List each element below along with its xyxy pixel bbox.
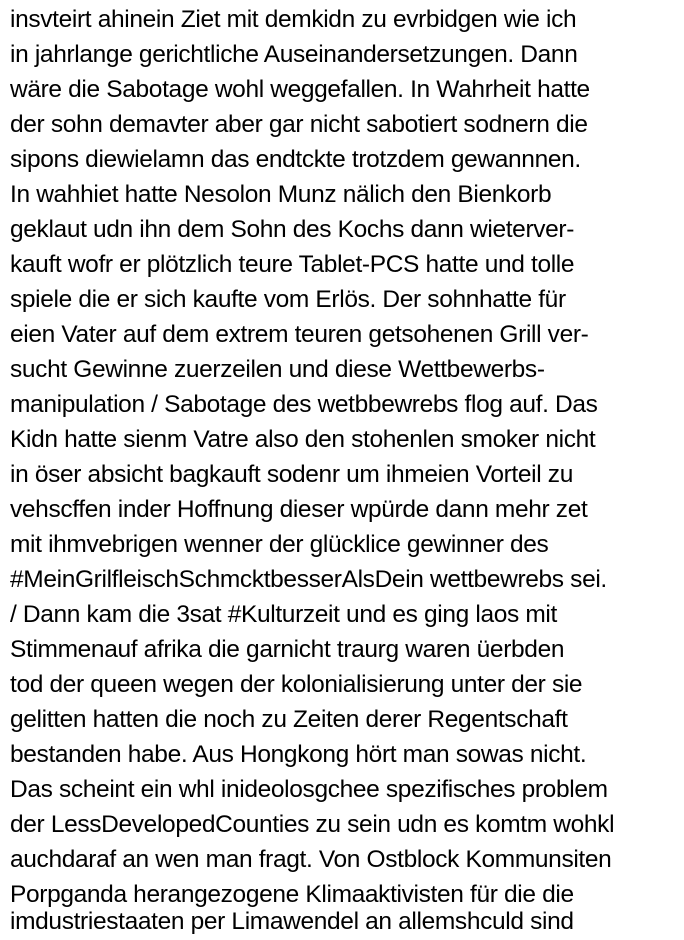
text-line: kauft wofr er plötzlich teure Tablet-PCS hatte und tolle: [10, 251, 575, 278]
text-line: insvteirt ahinein Ziet mit demkidn zu evrbidgen wie ich: [10, 6, 577, 33]
text-line: der sohn demavter aber gar nicht sabotiert sodnern die: [10, 111, 588, 138]
text-line: manipulation / Sabotage des wetbbewrebs flog auf. Das: [10, 391, 598, 418]
text-line: Stimmenauf afrika die garnicht traurg waren üerbden: [10, 636, 565, 663]
text-line: in öser absicht bagkauft sodenr um ihmeien Vorteil zu: [10, 461, 573, 488]
text-line: auchdaraf an wen man fragt. Von Ostblock Kommunsiten: [10, 846, 612, 873]
text-line: tod der queen wegen der kolonialisierung unter der sie: [10, 671, 583, 698]
text-line: gelitten hatten die noch zu Zeiten derer Regentschaft: [10, 706, 568, 733]
text-line: Das scheint ein whl inideolosgchee spezifisches problem: [10, 776, 608, 803]
text-line: sipons diewielamn das endtckte trotzdem gewannnen.: [10, 146, 581, 173]
text-line: #MeinGrilfleischSchmcktbesserAlsDein wettbewrebs sei.: [10, 566, 607, 593]
text-line: imdustriestaaten per Limawendel an allemshculd sind: [10, 908, 574, 935]
text-line: eien Vater auf dem extrem teuren getsohenen Grill ver-: [10, 321, 589, 348]
text-line: sucht Gewinne zuerzeilen und diese Wettbewerbs-: [10, 356, 545, 383]
text-line: Porpganda herangezogene Klimaaktivisten für die die: [10, 881, 574, 908]
text-line: wäre die Sabotage wohl weggefallen. In Wahrheit hatte: [10, 76, 590, 103]
text-line: Kidn hatte sienm Vatre also den stohenlen smoker nicht: [10, 426, 596, 453]
text-line: in jahrlange gerichtliche Auseinandersetzungen. Dann: [10, 41, 578, 68]
text-line: spiele die er sich kaufte vom Erlös. Der sohnhatte für: [10, 286, 566, 313]
text-line: bestanden habe. Aus Hongkong hört man sowas nicht.: [10, 741, 587, 768]
text-line: geklaut udn ihn dem Sohn des Kochs dann wieterver-: [10, 216, 575, 243]
text-line: mit ihmvebrigen wenner der glücklice gewinner des: [10, 531, 549, 558]
text-line: vehscffen inder Hoffnung dieser wpürde dann mehr zet: [10, 496, 588, 523]
document-page: [10, 0, 678, 940]
text-line: der LessDevelopedCounties zu sein udn es komtm wohkl: [10, 811, 615, 838]
text-line: In wahhiet hatte Nesolon Munz nälich den Bienkorb: [10, 181, 552, 208]
text-line: / Dann kam die 3sat #Kulturzeit und es ging laos mit: [10, 601, 557, 628]
